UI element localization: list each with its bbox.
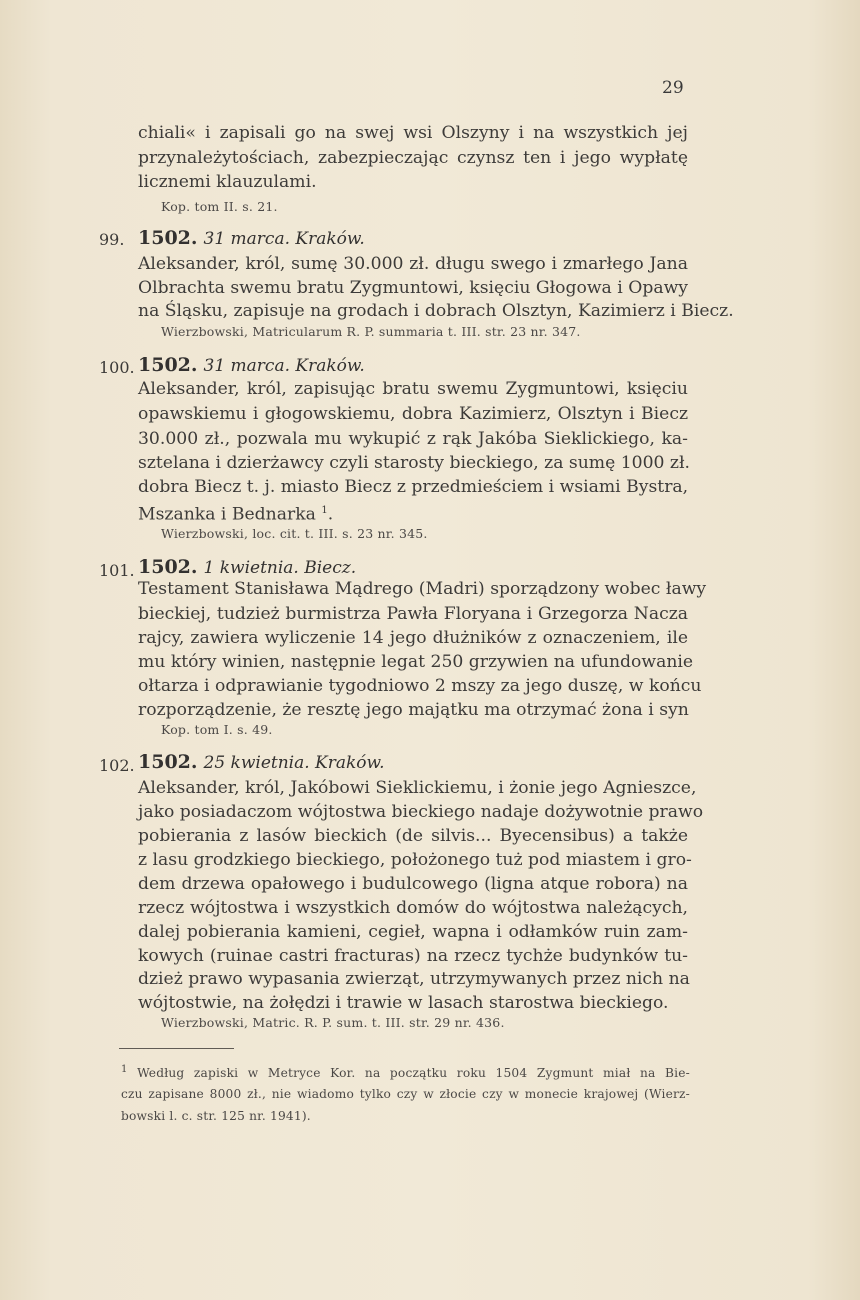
- entry-line: 30.000 zł., pozwala mu wykupić z rąk Jakóba Sieklickiego, ka-: [138, 429, 688, 449]
- entry-line: na Śląsku, zapisuje na grodach i dobrach Olsztyn, Kazimierz i Biecz.: [138, 301, 734, 321]
- entry-line: rajcy, zawiera wyliczenie 14 jego dłużników z oznaczeniem, ile: [138, 628, 688, 648]
- source-citation: Kop. tom II. s. 21.: [161, 199, 278, 214]
- footnote-text: Według zapiski w Metryce Kor. na początku roku 1504 Zygmunt miał na Bie-: [137, 1066, 690, 1081]
- entry-line: mu który winien, następnie legat 250 grzywien na ufundowanie: [138, 652, 694, 672]
- entry-line: rozporządzenie, że resztę jego majątku ma otrzymać żona i syn: [138, 700, 689, 720]
- intro-line: chiali« i zapisali go na swej wsi Olszyny i na wszystkich jej: [138, 123, 688, 143]
- entry-heading: [138, 556, 356, 578]
- entry-heading: [138, 354, 365, 376]
- entry-date: 31 marca. Kraków.: [203, 229, 365, 249]
- entry-heading: [138, 751, 384, 773]
- entry-line-end: .: [327, 504, 334, 525]
- footnote-marker: 1: [121, 1064, 128, 1075]
- entry-line: Olbrachta swemu bratu Zygmuntowi, księciu Głogowa i Opawy: [138, 278, 688, 298]
- entry-line: Mszanka i Bednarka: [138, 504, 316, 525]
- footnote-line: czu zapisane 8000 zł., nie wiadomo tylko czy w złocie czy w monecie krajowej (Wierz-: [121, 1087, 690, 1101]
- entry-line: rzecz wójtostwa i wszystkich domów do wójtostwa należących,: [138, 898, 688, 918]
- source-citation: Kop. tom I. s. 49.: [161, 722, 273, 737]
- entry-year: 1502.: [138, 751, 198, 773]
- entry-line: dem drzewa opałowego i budulcowego (ligna atque robora) na: [138, 874, 688, 894]
- source-citation: Wierzbowski, loc. cit. t. III. s. 23 nr. 345.: [161, 526, 428, 541]
- entry-year: 1502.: [138, 354, 198, 376]
- source-citation: Wierzbowski, Matricularum R. P. summaria t. III. str. 23 nr. 347.: [161, 324, 581, 339]
- entry-line-with-footnote: [138, 499, 688, 527]
- entry-line: dobra Biecz t. j. miasto Biecz z przedmieściem i wsiami Bystra,: [138, 477, 689, 497]
- intro-line: przynależytościach, zabezpieczając czynsz ten i jego wypłatę: [138, 148, 688, 168]
- entry-number: 99.: [99, 230, 125, 249]
- entry-line: pobierania z lasów bieckich (de silvis... Byecensibus) a także: [138, 826, 688, 846]
- entry-line: bieckiej, tudzież burmistrza Pawła Floryana i Grzegorza Nacza: [138, 604, 688, 624]
- source-citation: Wierzbowski, Matric. R. P. sum. t. III. str. 29 nr. 436.: [161, 1015, 505, 1030]
- entry-line: opawskiemu i głogowskiemu, dobra Kazimierz, Olsztyn i Biecz: [138, 404, 688, 424]
- entry-date: 25 kwietnia. Kraków.: [203, 753, 385, 773]
- intro-line: licznemi klauzulami.: [138, 172, 317, 192]
- entry-line: kowych (ruinae castri fracturas) na rzecz tychże budynków tu-: [138, 946, 688, 966]
- entry-line: z lasu grodzkiego bieckiego, położonego tuż pod miastem i gro-: [138, 850, 692, 870]
- footnote-line: bowski l. c. str. 125 nr. 1941).: [121, 1109, 311, 1123]
- entry-line: dalej pobierania kamieni, cegieł, wapna i odłamków ruin zam-: [138, 922, 688, 942]
- entry-number: 102.: [99, 756, 135, 775]
- entry-line: jako posiadaczom wójtostwa bieckiego nadaje dożywotnie prawo: [138, 802, 704, 822]
- entry-line: ołtarza i odprawianie tygodniowo 2 mszy za jego duszę, w końcu: [138, 676, 702, 696]
- entry-line: Aleksander, król, zapisując bratu swemu Zygmuntowi, księciu: [138, 379, 688, 399]
- footnote-marker[interactable]: 1: [321, 505, 328, 516]
- entry-year: 1502.: [138, 227, 198, 249]
- entry-line: Aleksander, król, Jakóbowi Sieklickiemu, i żonie jego Agnieszce,: [138, 778, 697, 798]
- entry-date: 1 kwietnia. Biecz.: [203, 558, 357, 578]
- entry-line: Aleksander, król, sumę 30.000 zł. długu swego i zmarłego Jana: [138, 254, 688, 274]
- page-number: 29: [662, 78, 684, 98]
- entry-date: 31 marca. Kraków.: [203, 356, 365, 376]
- entry-number: 100.: [99, 358, 135, 377]
- footnote-line: [121, 1064, 690, 1080]
- entry-year: 1502.: [138, 556, 198, 578]
- entry-line: Testament Stanisława Mądrego (Madri) sporządzony wobec ławy: [138, 579, 707, 599]
- entry-line: dzież prawo wypasania zwierząt, utrzymywanych przez nich na: [138, 969, 690, 989]
- entry-heading: [138, 227, 365, 249]
- entry-line: sztelana i dzierżawcy czyli starosty bieckiego, za sumę 1000 zł.: [138, 453, 691, 473]
- footnote-divider: [119, 1048, 234, 1049]
- entry-line: wójtostwie, na żołędzi i trawie w lasach starostwa bieckiego.: [138, 993, 669, 1013]
- entry-number: 101.: [99, 561, 135, 580]
